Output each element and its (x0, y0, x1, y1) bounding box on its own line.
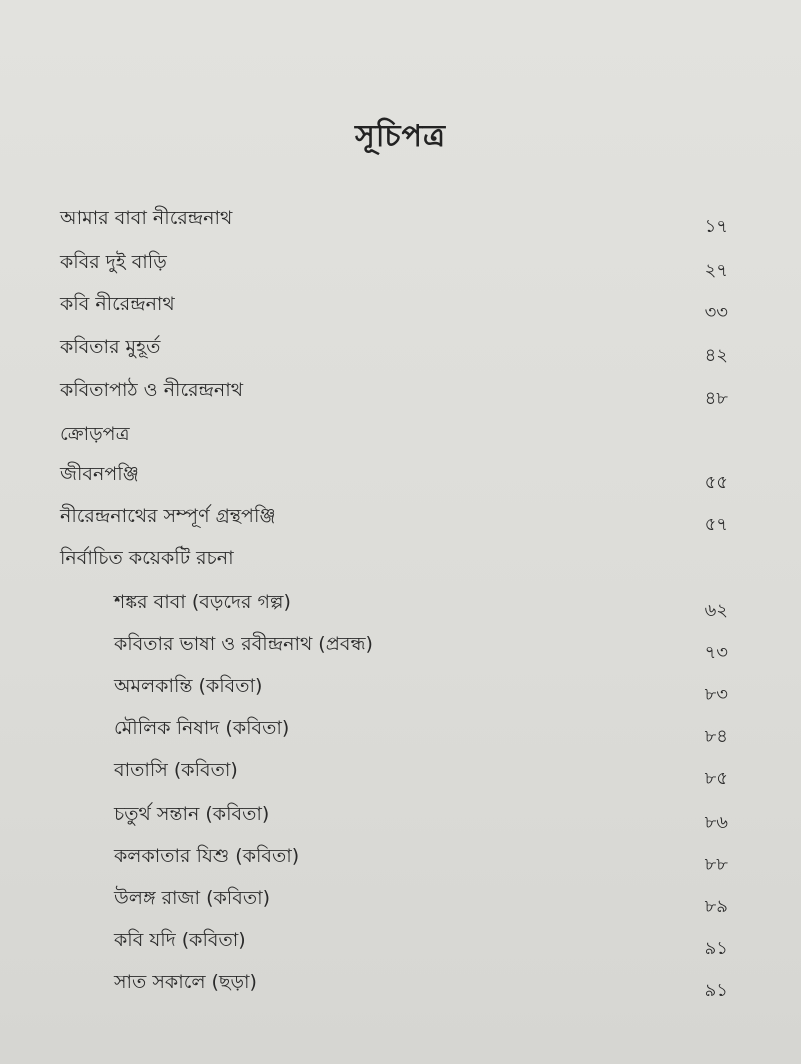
toc-entry (60, 498, 728, 538)
toc-entry-page: ৫৫ (704, 471, 728, 493)
toc-entry-title: শঙ্কর বাবা (বড়দের গল্প) (114, 591, 291, 613)
toc-entry-page: ৩৩ (704, 301, 728, 323)
toc-entry-title: কবিতার মুহূর্ত (60, 336, 161, 358)
toc-subentry (114, 584, 728, 624)
toc-entry-title: চতুর্থ সন্তান (কবিতা) (114, 803, 270, 825)
toc-entry-page: ১৭ (704, 215, 728, 237)
toc-entry-page: ৮৬ (704, 811, 728, 833)
toc-entry-page: ৯১ (704, 937, 728, 959)
toc-entry (60, 456, 728, 496)
toc-subentry (114, 880, 728, 920)
toc-section-title: ক্রোড়পত্র (60, 423, 130, 445)
toc-section-title: নির্বাচিত কয়েকটি রচনা (60, 547, 234, 569)
toc-entry-title: উলঙ্গ রাজা (কবিতা) (114, 887, 271, 909)
toc-subentry (114, 922, 728, 962)
toc-entry-title: বাতাসি (কবিতা) (114, 759, 238, 781)
toc-entry-title: নীরেন্দ্রনাথের সম্পূর্ণ গ্রন্থপঞ্জি (60, 505, 276, 527)
toc-subentry (114, 964, 728, 1004)
toc-subentry (114, 626, 728, 666)
toc-section-heading (60, 540, 728, 580)
toc-entry (60, 200, 728, 240)
toc-entry-page: ৪৮ (704, 387, 728, 409)
toc-entry (60, 372, 728, 412)
toc-entry-title: আমার বাবা নীরেন্দ্রনাথ (60, 207, 233, 229)
toc-entry (60, 244, 728, 284)
toc-entry-page: ৫৭ (704, 513, 728, 535)
toc-entry-page: ৮৮ (704, 853, 728, 875)
toc-entry-title: কবির দুই বাড়ি (60, 251, 167, 273)
toc-entry-title: কবি নীরেন্দ্রনাথ (60, 293, 175, 315)
toc-entry-page: ৭৩ (704, 641, 728, 663)
toc-entry-page: ৮৯ (704, 895, 728, 917)
toc-subentry (114, 668, 728, 708)
toc-entry (60, 329, 728, 369)
toc-entry-page: ৬২ (704, 599, 728, 621)
toc-entry-page: ৮৩ (704, 683, 728, 705)
toc-entry-page: ৮৪ (704, 725, 728, 747)
toc-entry-title: কলকাতার যিশু (কবিতা) (114, 845, 300, 867)
toc-subentry (114, 752, 728, 792)
toc-entry-title: মৌলিক নিষাদ (কবিতা) (114, 717, 290, 739)
toc-entry-title: কবিতাপাঠ ও নীরেন্দ্রনাথ (60, 379, 244, 401)
toc-entry (60, 286, 728, 326)
toc-entry-page: ৮৫ (704, 767, 728, 789)
page-title: সূচিপত্র (355, 119, 446, 154)
toc-entry-title: অমলকান্তি (কবিতা) (114, 675, 263, 697)
toc-subentry (114, 796, 728, 836)
toc-entry-page: ৪২ (704, 344, 728, 366)
toc-section-heading (60, 416, 728, 456)
toc-entry-title: সাত সকালে (ছড়া) (114, 971, 257, 993)
toc-entry-title: কবিতার ভাষা ও রবীন্দ্রনাথ (প্রবন্ধ) (114, 633, 373, 655)
toc-entry-title: কবি যদি (কবিতা) (114, 929, 246, 951)
toc-subentry (114, 838, 728, 878)
toc-subentry (114, 710, 728, 750)
toc-entry-page: ৯১ (704, 979, 728, 1001)
toc-entry-title: জীবনপঞ্জি (60, 463, 139, 485)
toc-entry-page: ২৭ (704, 259, 728, 281)
